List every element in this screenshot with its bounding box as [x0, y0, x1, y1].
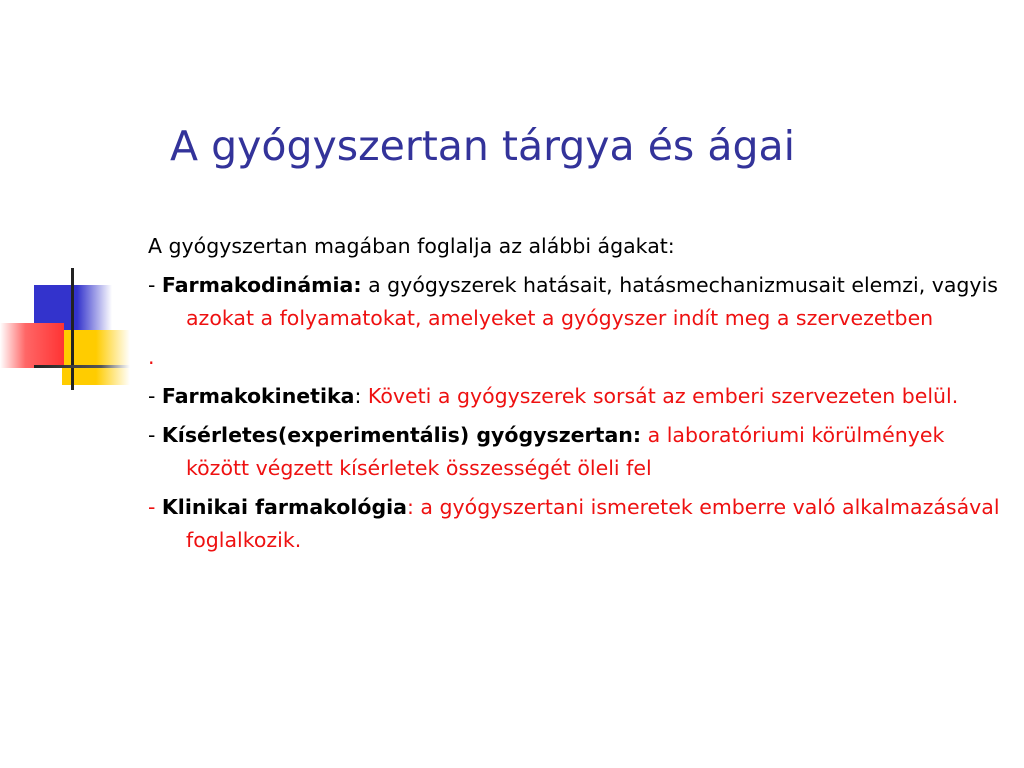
item-highlight: Követi a gyógyszerek sorsát az emberi szervezeten belül.: [361, 384, 959, 408]
list-item-kiserletes-gyogyszertan: [148, 419, 1008, 485]
item-dash: -: [148, 495, 162, 519]
item-term: Farmakodinámia:: [161, 273, 362, 297]
item-dash: -: [148, 273, 162, 297]
list-item-dot: .: [148, 345, 155, 369]
item-highlight: a laboratóriumi körülmények között végzett kísérletek összességét öleli fel: [186, 423, 945, 480]
intro-text: A gyógyszertan magában foglalja az alábbi ágakat:: [148, 234, 675, 258]
vertical-line: [71, 268, 74, 390]
item-term: Klinikai farmakológia: [161, 495, 407, 519]
item-term: Kísérletes(experimentális) gyógyszertan:: [161, 423, 642, 447]
item-term: Farmakokinetika: [161, 384, 355, 408]
red-square: [0, 323, 64, 368]
list-item-farmakokinetika: [148, 380, 1008, 413]
item-dash: -: [148, 384, 162, 408]
item-colon: :: [354, 384, 362, 408]
item-colon: :: [406, 495, 414, 519]
list-item-klinikai-farmakologia: [148, 491, 1008, 557]
item-dash: -: [148, 423, 162, 447]
item-text: a gyógyszerek hatásait, hatásmechanizmusait elemzi, vagyis: [361, 273, 998, 297]
horizontal-line: [34, 365, 130, 368]
slide-body: [148, 230, 1008, 563]
list-item-farmakodinamia: [148, 269, 1008, 335]
item-highlight: a gyógyszertani ismeretek emberre való alkalmazásával foglalkozik.: [186, 495, 1000, 552]
decorative-squares-graphic: [0, 268, 130, 393]
item-highlight: azokat a folyamatokat, amelyeket a gyógyszer indít meg a szervezetben: [186, 306, 934, 330]
slide-title: A gyógyszertan tárgya és ágai: [170, 122, 795, 170]
